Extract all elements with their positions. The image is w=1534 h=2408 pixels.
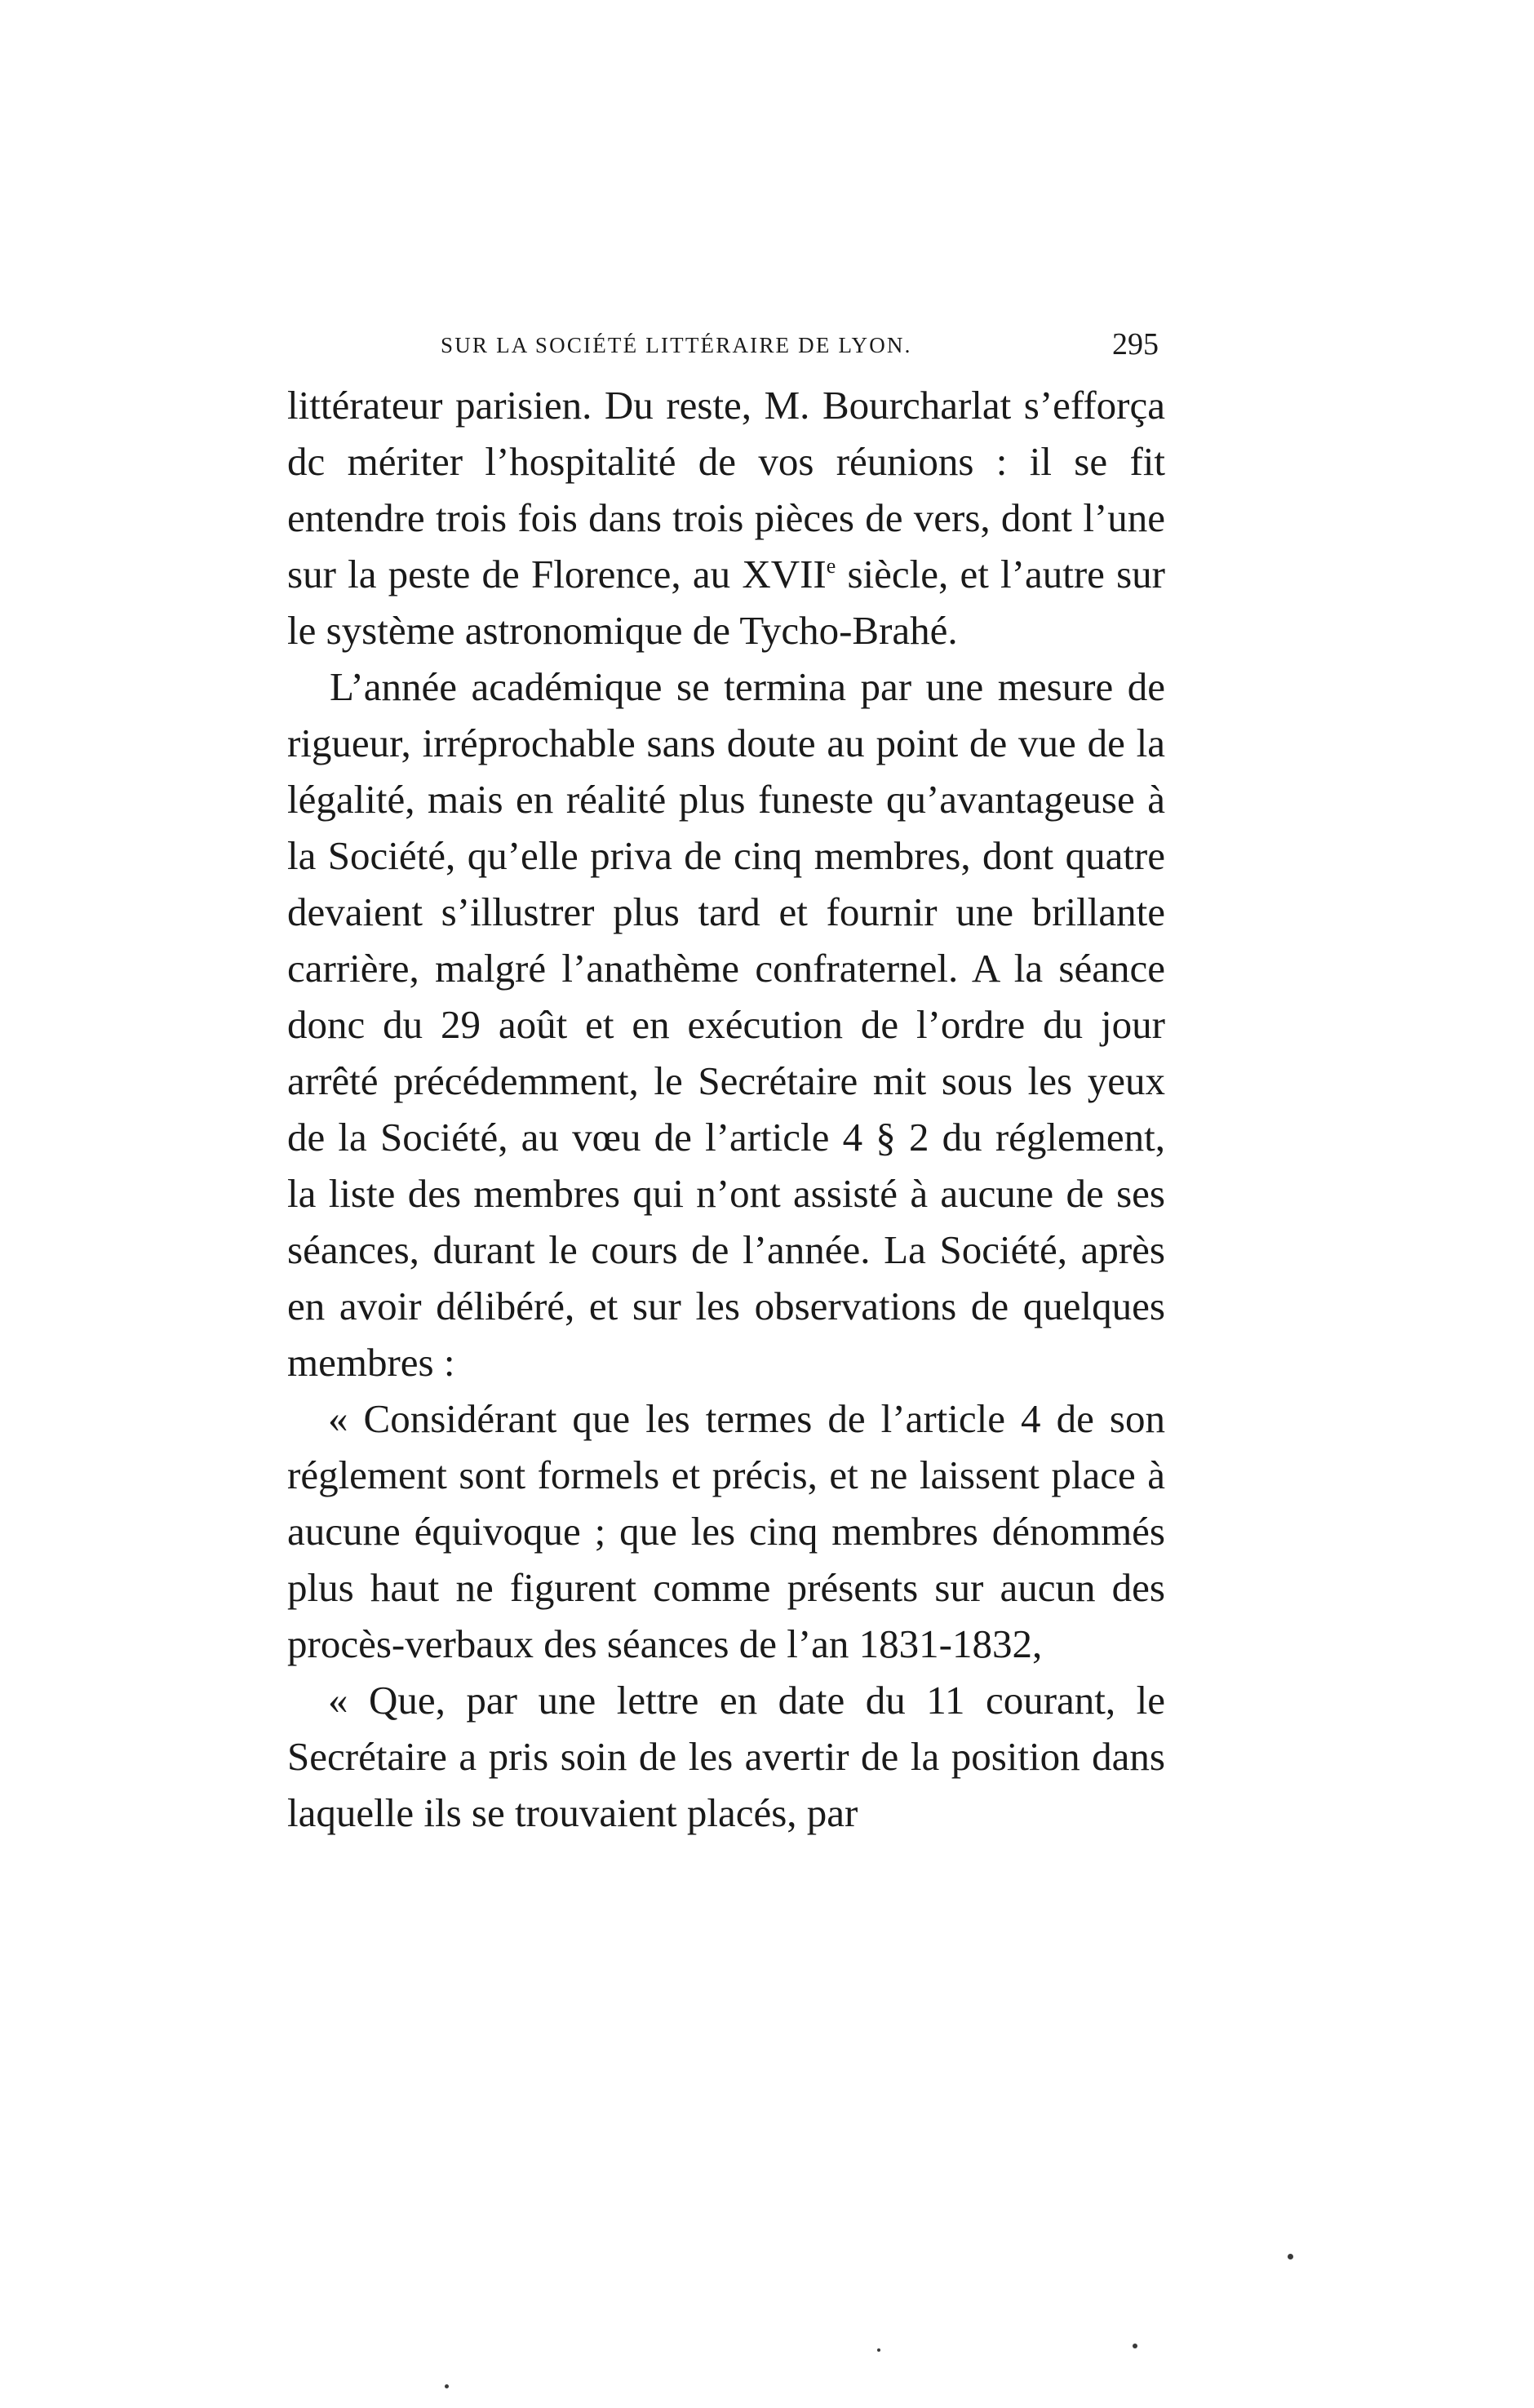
- running-head: [441, 326, 1159, 367]
- paragraph-academic-year: L’année académique se termina par une mesure de rigueur, irréprochable sans doute au point de vue de la légalité, mais en réalité plus funeste qu’avantageuse à la Société, qu’elle priva de cinq membres, dont quatre devaient s’illustrer plus tard et fournir une brillante carrière, malgré l’anathème confraternel. A la séance donc du 29 août et en exécution de l’ordre du jour arrêté précédemment, le Secrétaire mit sous les yeux de la Société, au vœu de l’article 4 § 2 du réglement, la liste des membres qui n’ont assisté à aucune de ses séances, durant le cours de l’année. La Société, après en avoir délibéré, et sur les observations de quelques membres :: [287, 664, 1165, 1385]
- body-text: [287, 377, 1165, 1841]
- scan-speck: [1133, 2344, 1137, 2348]
- paragraph-continuation: [287, 377, 1165, 659]
- page-number: 295: [1112, 327, 1159, 361]
- century-superscript: e: [826, 554, 836, 578]
- scan-speck: [1288, 2254, 1293, 2259]
- running-title: SUR LA SOCIÉTÉ LITTÉRAIRE DE LYON.: [441, 333, 912, 357]
- scan-speck: [445, 2384, 449, 2388]
- paragraph-considering: « Considérant que les termes de l’article 4 de son réglement sont formels et précis, et ne laissent place à aucune équivoque ; que les cinq membres dénommés plus haut ne figurent comme présents sur aucun des procès-verbaux des séances de l’an 1831-1832,: [287, 1396, 1165, 1666]
- scan-speck: [877, 2348, 880, 2352]
- paragraph-1-tail: siècle, et l’autre sur le système astronomique de Tycho-Brahé.: [287, 552, 1165, 653]
- paragraph-letter: « Que, par une lettre en date du 11 courant, le Secrétaire a pris soin de les avertir de la position dans laquelle ils se trouvaient placés, par: [287, 1678, 1165, 1835]
- paragraph-1-main: littérateur parisien. Du reste, M. Bourcharlat s’efforça dc mériter l’hospitalité de vos réunions : il se fit entendre trois fois dans trois pièces de vers, dont l’une sur la peste de Florence, au XVII: [287, 383, 1165, 596]
